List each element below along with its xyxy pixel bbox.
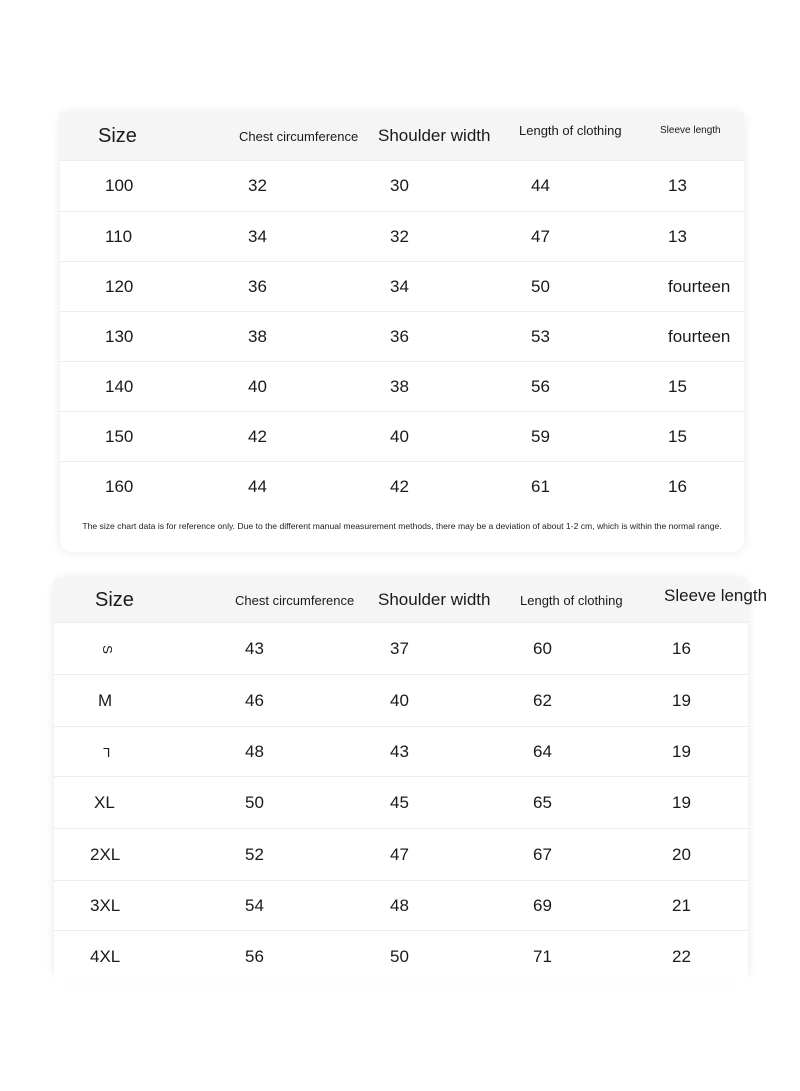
table-header: [54, 578, 768, 622]
cell-size: 130: [105, 327, 134, 346]
size-chart-kids: [60, 112, 744, 552]
cell-length: 64: [533, 742, 552, 761]
header-chest: Chest circumference: [239, 128, 359, 144]
size-chart-adult: [54, 578, 768, 978]
cell-length: 61: [531, 477, 550, 496]
cell-sleeve: fourteen: [668, 327, 731, 346]
cell-chest: 32: [248, 176, 267, 195]
table-row: [54, 622, 748, 675]
table-row: [54, 828, 748, 881]
cell-sleeve: 22: [672, 947, 691, 966]
cell-length: 71: [533, 947, 552, 966]
cell-size: 160: [105, 477, 134, 496]
cell-shoulder: 48: [390, 896, 409, 915]
disclaimer-note: The size chart data is for reference only. Due to the different manual measurement methods, there may be a deviation of about 1-2 cm, which is within the normal range.: [82, 521, 722, 531]
table-row: [60, 411, 744, 462]
cell-size: 3XL: [90, 896, 121, 915]
cell-size: 150: [105, 427, 134, 446]
cell-shoulder: 43: [390, 742, 409, 761]
cell-sleeve: 13: [668, 227, 687, 246]
cell-shoulder: 42: [390, 477, 409, 496]
cell-length: 60: [533, 639, 552, 658]
header-shoulder: Shoulder width: [378, 126, 491, 145]
header-chest: Chest circumference: [235, 592, 355, 608]
cell-chest: 52: [245, 845, 264, 864]
cell-length: 59: [531, 427, 550, 446]
cell-chest: 46: [245, 691, 264, 710]
cell-shoulder: 36: [390, 327, 409, 346]
cell-chest: 40: [248, 377, 267, 396]
cell-chest: 48: [245, 742, 264, 761]
cell-length: 65: [533, 793, 552, 812]
table-row: [60, 311, 744, 362]
cell-length: 47: [531, 227, 550, 246]
cell-size: [99, 623, 115, 675]
cell-length: 53: [531, 327, 550, 346]
header-size: Size: [98, 124, 137, 147]
table-header: [60, 112, 744, 160]
table-row: [60, 160, 744, 211]
size-label-rotated: S: [99, 644, 115, 654]
cell-sleeve: 19: [672, 691, 691, 710]
table-row: [54, 674, 748, 727]
cell-shoulder: 45: [390, 793, 409, 812]
cell-size: 140: [105, 377, 134, 396]
cell-sleeve: 15: [668, 377, 687, 396]
cell-chest: 54: [245, 896, 264, 915]
table-row: [54, 776, 748, 829]
cell-chest: 42: [248, 427, 267, 446]
cell-size: XL: [94, 793, 115, 812]
table-row: [60, 261, 744, 312]
cell-shoulder: 40: [390, 691, 409, 710]
cell-shoulder: 32: [390, 227, 409, 246]
cell-shoulder: 47: [390, 845, 409, 864]
cell-length: 69: [533, 896, 552, 915]
table-row: [60, 211, 744, 262]
cell-size: M: [98, 691, 113, 710]
cell-chest: 56: [245, 947, 264, 966]
cell-chest: 44: [248, 477, 267, 496]
cell-size: 120: [105, 277, 134, 296]
cell-length: 50: [531, 277, 550, 296]
cell-length: 62: [533, 691, 552, 710]
header-shoulder: Shoulder width: [378, 590, 491, 609]
table-row: [54, 880, 748, 931]
cell-sleeve: 15: [668, 427, 687, 446]
header-length: Length of clothing: [520, 592, 623, 608]
cell-sleeve: 16: [672, 639, 691, 658]
cell-length: 44: [531, 176, 550, 195]
cell-chest: 36: [248, 277, 267, 296]
table-row: [60, 461, 744, 512]
size-label-rotated: L: [103, 744, 111, 760]
table-row: [54, 726, 748, 777]
table-row: [54, 930, 748, 983]
cell-shoulder: 34: [390, 277, 409, 296]
cell-sleeve: 21: [672, 896, 691, 915]
header-sleeve: Sleeve length: [664, 586, 768, 605]
cell-shoulder: 37: [390, 639, 409, 658]
cell-sleeve: 16: [668, 477, 687, 496]
cell-chest: 34: [248, 227, 267, 246]
table-row: [60, 361, 744, 412]
cell-sleeve: fourteen: [668, 277, 731, 296]
cell-size: 2XL: [90, 845, 121, 864]
cell-sleeve: 13: [668, 176, 687, 195]
cell-sleeve: 20: [672, 845, 691, 864]
cell-sleeve: 19: [672, 793, 691, 812]
cell-chest: 38: [248, 327, 267, 346]
cell-length: 67: [533, 845, 552, 864]
cell-size: [103, 727, 110, 777]
cell-shoulder: 40: [390, 427, 409, 446]
cell-size: 100: [105, 176, 134, 195]
header-length: Length of clothing: [519, 122, 622, 138]
cell-chest: 43: [245, 639, 264, 658]
cell-size: 110: [105, 227, 133, 246]
cell-shoulder: 30: [390, 176, 409, 195]
cell-sleeve: 19: [672, 742, 691, 761]
cell-chest: 50: [245, 793, 264, 812]
cell-length: 56: [531, 377, 550, 396]
header-sleeve: Sleeve length: [660, 124, 721, 136]
cell-size: 4XL: [90, 947, 121, 966]
cell-shoulder: 38: [390, 377, 409, 396]
header-size: Size: [95, 588, 134, 611]
cell-shoulder: 50: [390, 947, 409, 966]
